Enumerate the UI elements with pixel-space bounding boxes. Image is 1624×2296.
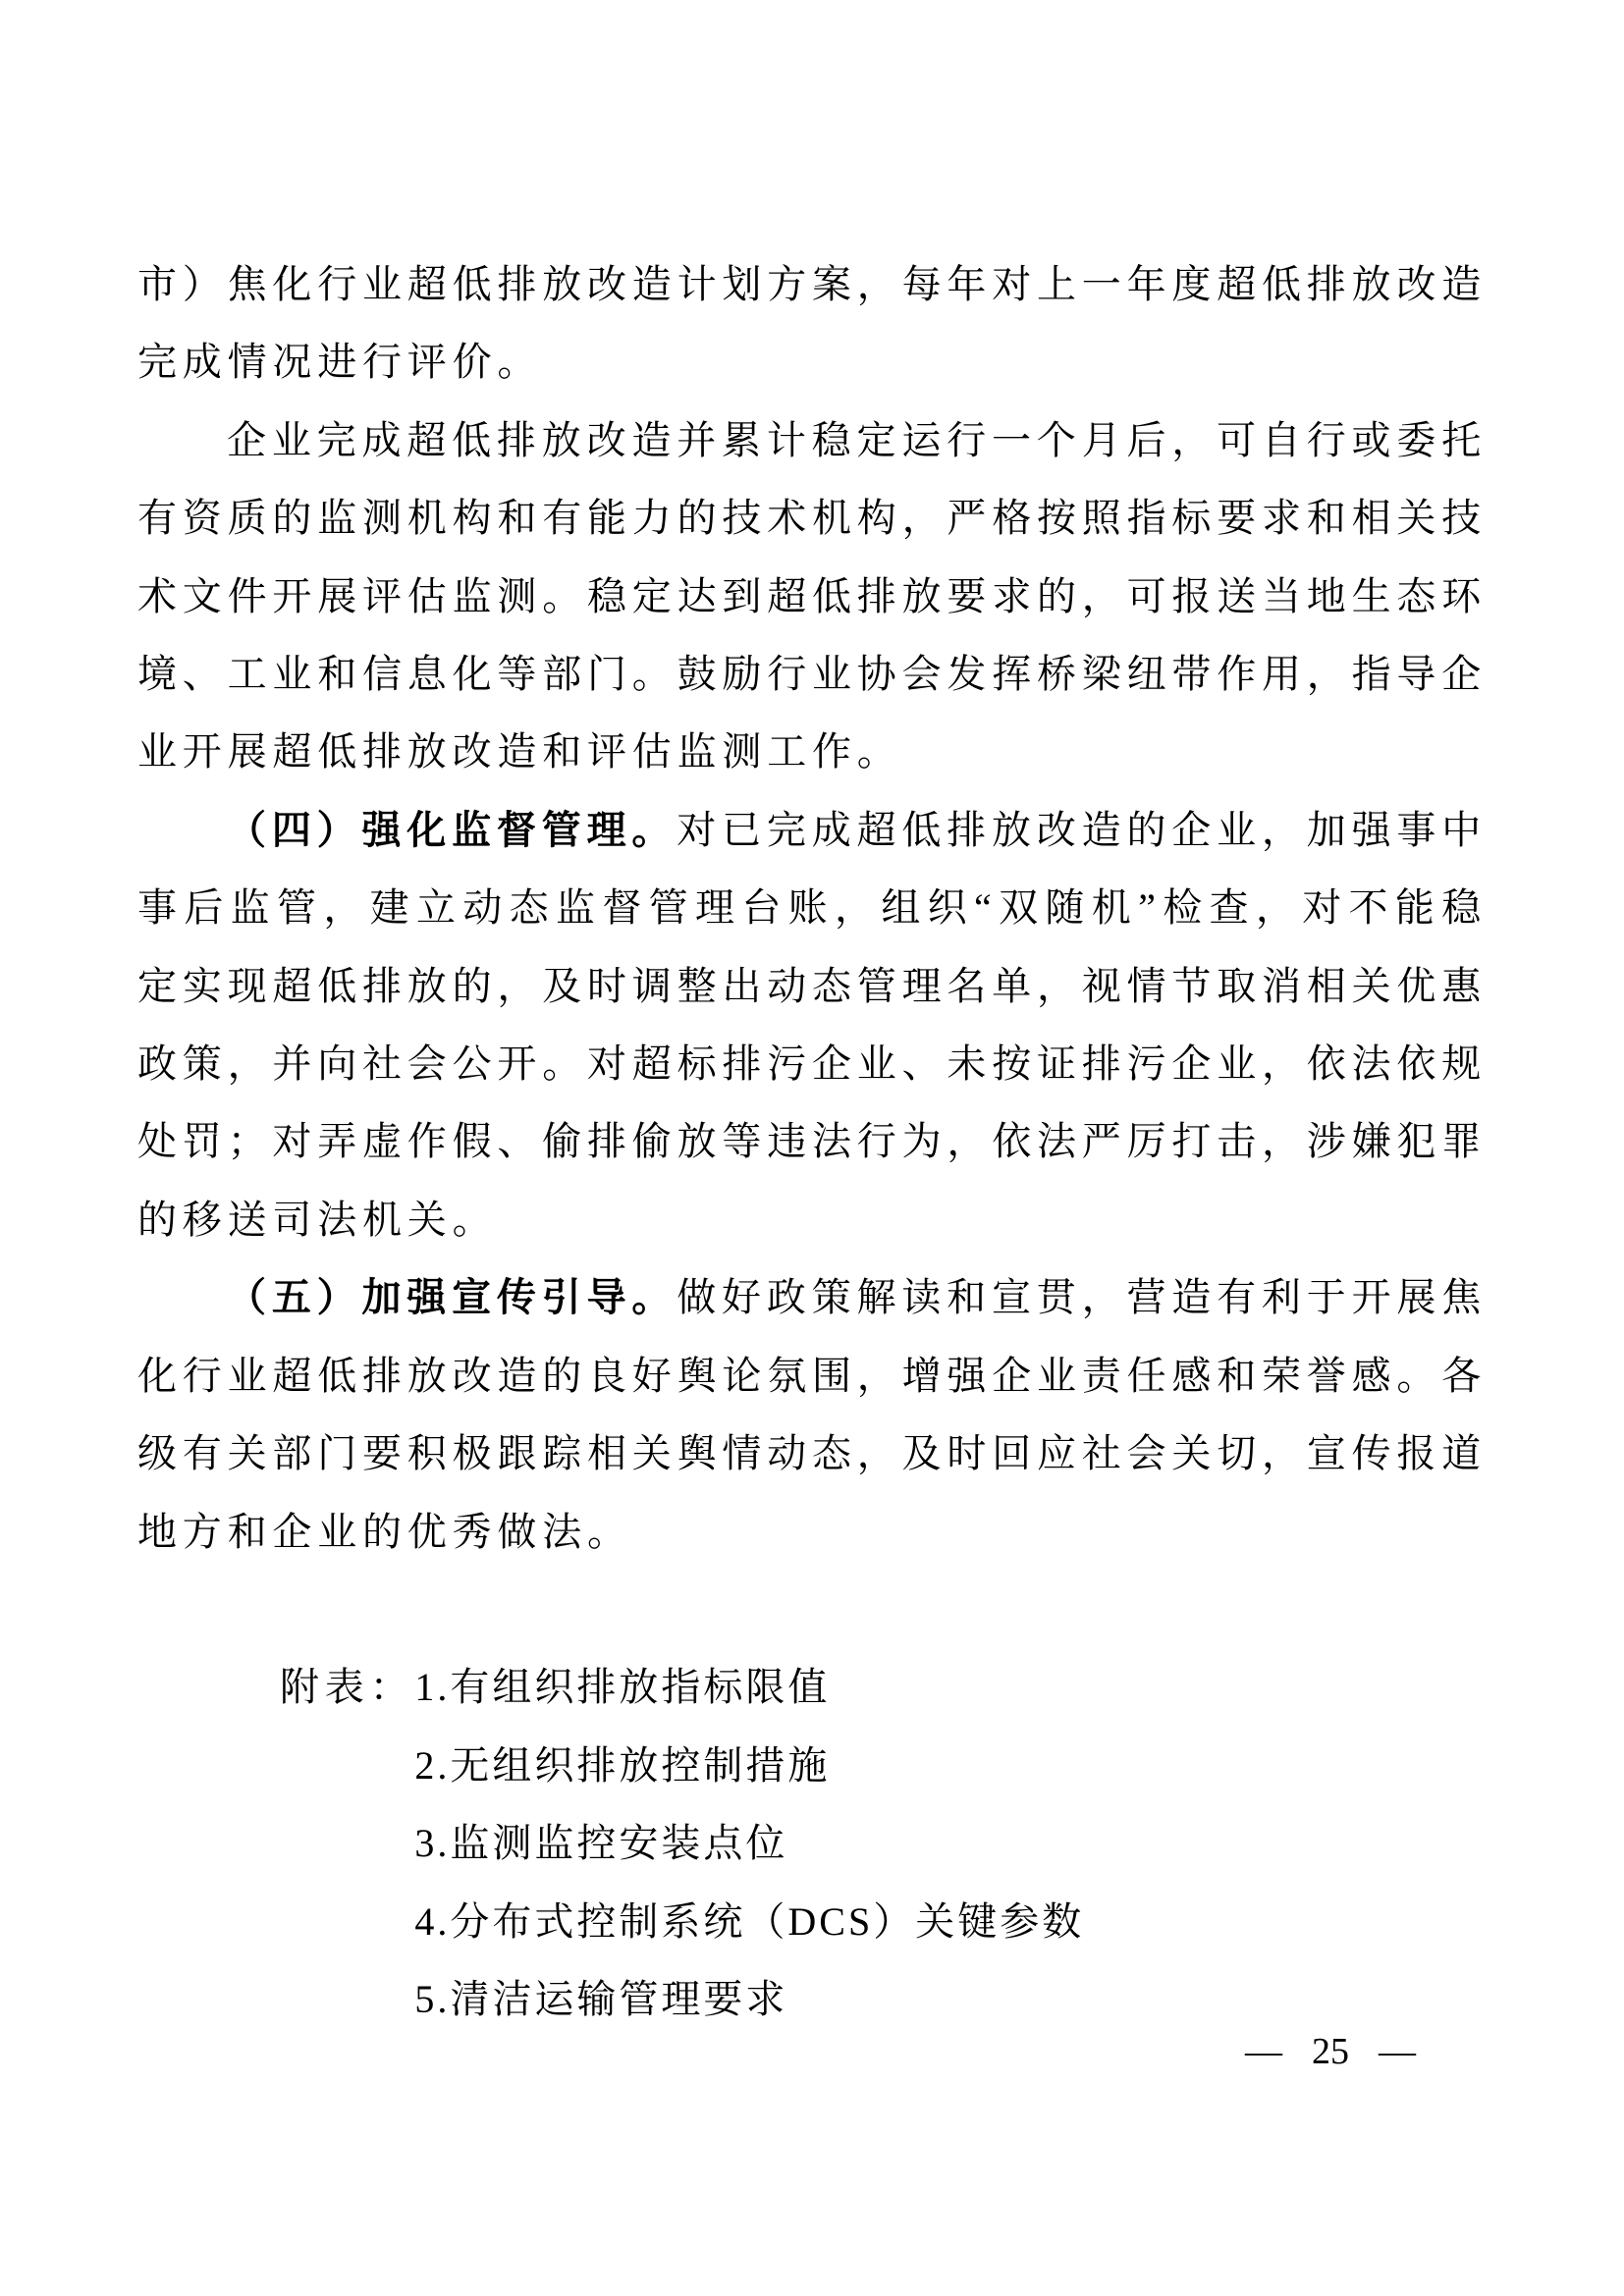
appendix-items <box>414 1648 1084 2038</box>
appendix-item: 4.分布式控制系统（DCS）关键参数 <box>414 1898 1085 1944</box>
page-number-footer <box>1245 2030 1416 2073</box>
appendix-item: 3.监测监控安装点位 <box>414 1821 788 1866</box>
appendix-item: 5.清洁运输管理要求 <box>414 1976 788 2021</box>
paragraph: 企业完成超低排放改造并累计稳定运行一个月后，可自行或委托有资质的监测机构和有能力的技术机构，严格按照指标要求和相关技术文件开展评估监测。稳定达到超低排放要求的，可报送当地生态环境、工业和信息化等部门。鼓励行业协会发挥桥梁纽带作用，指导企业开展超低排放改造和评估监测工作。 <box>137 417 1487 774</box>
appendix-item: 1.有组织排放指标限值 <box>414 1665 831 1710</box>
page-number: 25 <box>1312 2031 1349 2072</box>
footer-right-dash: — <box>1379 2031 1416 2072</box>
appendix-list <box>137 1648 1487 2038</box>
document-body <box>137 245 1487 2038</box>
appendix-item: 2.无组织排放控制措施 <box>414 1742 831 1788</box>
paragraph: （五）加强宣传引导。做好政策解读和宣贯，营造有利于开展焦化行业超低排放改造的良好舆论氛围，增强企业责任感和荣誉感。各级有关部门要积极跟踪相关舆情动态，及时回应社会关切，宣传报道地方和企业的优秀做法。 <box>137 1275 1488 1554</box>
footer-left-dash: — <box>1245 2031 1282 2072</box>
paragraph-lead-bold: （四）强化监督管理。 <box>227 807 677 852</box>
paragraph: （四）强化监督管理。对已完成超低排放改造的企业，加强事中事后监管，建立动态监督管理台账，组织“双随机”检查，对不能稳定实现超低排放的，及时调整出动态管理名单，视情节取消相关优惠政策，并向社会公开。对超标排污企业、未按证排污企业，依法依规处罚；对弄虚作假、偷排偷放等违法行为，依法严厉打击，涉嫌犯罪的移送司法机关。 <box>137 807 1488 1242</box>
paragraph-lead-bold: （五）加强宣传引导。 <box>227 1275 677 1320</box>
paragraph: 市）焦化行业超低排放改造计划方案，每年对上一年度超低排放改造完成情况进行评价。 <box>137 262 1487 385</box>
appendix-label: 附表： <box>280 1665 415 1710</box>
paragraphs <box>137 245 1487 1571</box>
